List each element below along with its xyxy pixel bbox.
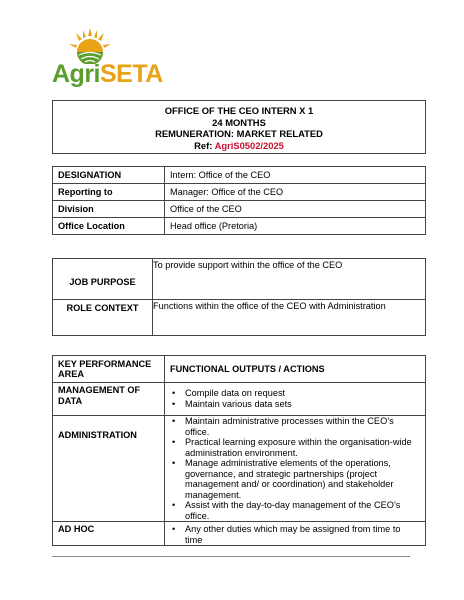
table-row <box>53 184 426 201</box>
agriseta-logo <box>52 26 182 88</box>
office-location-value: Head office (Pretoria) <box>165 218 426 235</box>
outputs-header: FUNCTIONAL OUTPUTS / ACTIONS <box>165 356 426 383</box>
table-row <box>53 218 426 235</box>
footer-divider <box>52 556 410 557</box>
table-row <box>53 259 426 300</box>
reporting-label: Reporting to <box>53 184 165 201</box>
bullet-list <box>170 524 420 545</box>
kpa-actions-admin <box>165 416 426 522</box>
kpa-label-data: MANAGEMENT OF DATA <box>53 383 165 416</box>
role-context-value: Functions within the office of the CEO with Administration <box>153 300 426 336</box>
ref-number: AgriS0502/2025 <box>214 139 284 151</box>
bullet-list <box>170 416 420 521</box>
job-purpose-table <box>52 258 426 336</box>
division-label: Division <box>53 201 165 218</box>
kpa-table <box>52 355 426 546</box>
table-row <box>53 383 426 416</box>
vacancy-reference <box>53 140 425 152</box>
designation-label: DESIGNATION <box>53 167 165 184</box>
table-row <box>53 201 426 218</box>
table-row <box>53 300 426 336</box>
position-info-table <box>52 166 426 235</box>
reporting-value: Manager: Office of the CEO <box>165 184 426 201</box>
list-item: • Any other duties which may be assigned from time to time <box>183 524 420 545</box>
list-item: • Practical learning exposure within the organisation-wide administration environment. <box>183 437 420 458</box>
role-context-label: ROLE CONTEXT <box>53 300 153 336</box>
brand-agri: Agri <box>52 60 100 88</box>
vacancy-title: OFFICE OF THE CEO INTERN X 1 <box>164 105 314 116</box>
vacancy-duration: 24 MONTHS <box>212 116 266 128</box>
division-value: Office of the CEO <box>165 201 426 218</box>
table-header-row <box>53 356 426 383</box>
table-row <box>53 416 426 522</box>
bullet-list <box>170 385 420 409</box>
job-purpose-label: JOB PURPOSE <box>53 259 153 300</box>
kpa-label-adhoc: AD HOC <box>53 522 165 546</box>
job-purpose-value: To provide support within the office of the CEO <box>153 259 426 300</box>
office-location-label: Office Location <box>53 218 165 235</box>
kpa-actions-data <box>165 383 426 416</box>
vacancy-remuneration: REMUNERATION: MARKET RELATED <box>155 128 323 139</box>
kpa-actions-adhoc <box>165 522 426 546</box>
kpa-header: KEY PERFORMANCE AREA <box>53 356 165 383</box>
list-item: • Assist with the day-to-day management of the CEO’s office. <box>183 500 420 521</box>
list-item: • Manage administrative elements of the operations, governance, and strategic partnerships (project management and/ or coordination) and stakeholder management. <box>183 458 420 500</box>
brand-seta: SETA <box>100 60 163 88</box>
table-row <box>53 522 426 546</box>
table-row <box>53 167 426 184</box>
list-item: • Maintain administrative processes within the CEO’s office. <box>183 416 420 437</box>
list-item: • Compile data on request <box>183 388 420 399</box>
list-item: • Maintain various data sets <box>183 399 420 410</box>
vacancy-title-box <box>52 100 426 154</box>
kpa-label-admin: ADMINISTRATION <box>53 416 165 522</box>
designation-value: Intern: Office of the CEO <box>165 167 426 184</box>
ref-label: Ref: <box>194 139 215 151</box>
brand-wordmark <box>52 60 163 89</box>
sun-wheat-icon <box>66 26 114 64</box>
